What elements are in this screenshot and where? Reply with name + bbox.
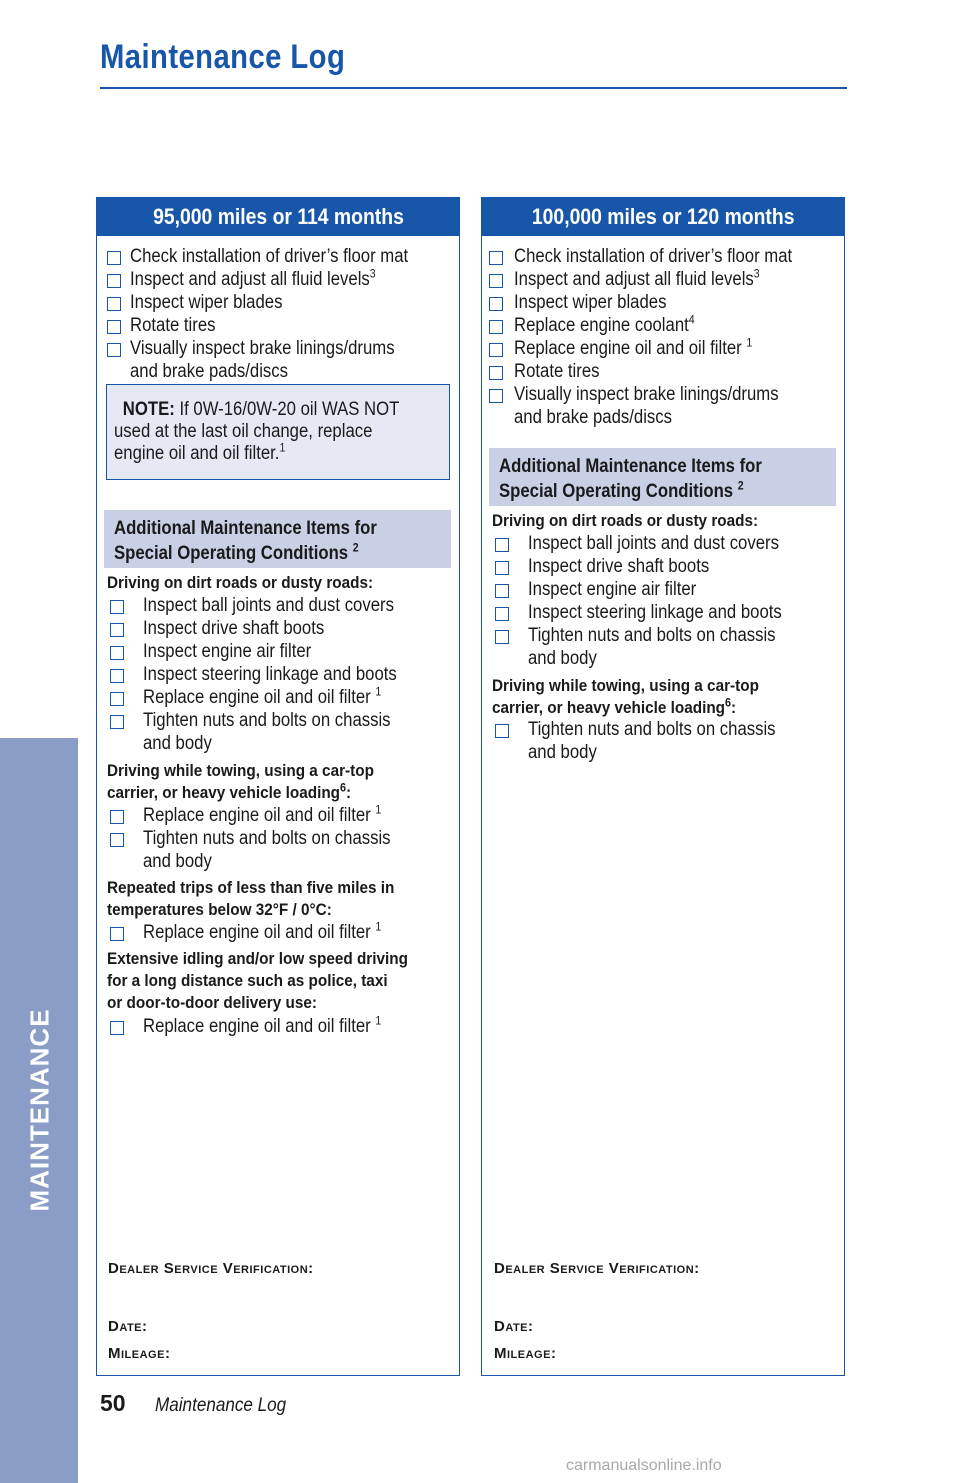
checklist-item: Inspect drive shaft boots — [482, 555, 844, 578]
page-number: 50 — [100, 1390, 126, 1416]
checkbox[interactable] — [489, 320, 503, 334]
checkbox[interactable] — [107, 343, 121, 357]
checkbox[interactable] — [495, 607, 509, 621]
checkbox[interactable] — [495, 561, 509, 575]
note-text: NOTE: If 0W-16/0W-20 oil WAS NOT used at the last oil change, replace engine oil and oil filter.$^1$ — [114, 399, 400, 464]
checklist-item: Inspect wiper blades — [97, 291, 459, 314]
checklist-item: Tighten nuts and bolts on chassis and body — [97, 827, 459, 873]
checklist-item: Replace engine oil and oil filter $^1$ — [97, 1015, 459, 1038]
checkbox[interactable] — [110, 646, 124, 660]
dealer-verification-label: Dealer Service Verification: — [494, 1260, 700, 1277]
checkbox[interactable] — [489, 366, 503, 380]
checklist-item: Visually inspect brake linings/drums and brake pads/discs — [482, 383, 844, 429]
column-header: 95,000 miles or 114 months — [96, 197, 460, 236]
checklist-item: Replace engine oil and oil filter $^1$ — [97, 804, 459, 827]
date-label: Date: — [108, 1318, 148, 1335]
checkbox[interactable] — [107, 320, 121, 334]
checklist-item: Rotate tires — [97, 314, 459, 337]
checklist-item: Tighten nuts and bolts on chassis and body — [482, 718, 844, 764]
checklist-item: Inspect ball joints and dust covers — [482, 532, 844, 555]
condition-title: Extensive idling and/or low speed driving for a long distance such as police, taxi or door-to-door delivery use: — [107, 949, 408, 1012]
page-footer-title: Maintenance Log — [155, 1395, 287, 1416]
title-rule — [100, 87, 847, 89]
checklist — [482, 245, 844, 429]
checklist-item: Check installation of driver’s floor mat — [97, 245, 459, 268]
checkbox[interactable] — [110, 833, 124, 847]
checklist-item: Inspect steering linkage and boots — [97, 663, 459, 686]
column-100000 — [481, 197, 845, 1376]
checkbox[interactable] — [110, 669, 124, 683]
checkbox[interactable] — [489, 274, 503, 288]
column-header: 100,000 miles or 120 months — [481, 197, 845, 236]
checklist-item: Visually inspect brake linings/drums and brake pads/discs — [97, 337, 459, 383]
checklist-item: Tighten nuts and bolts on chassis and body — [97, 709, 459, 755]
dealer-verification-label: Dealer Service Verification: — [108, 1260, 314, 1277]
condition-title: Driving on dirt roads or dusty roads: — [492, 511, 759, 530]
checklist-item: Inspect steering linkage and boots — [482, 601, 844, 624]
additional-items-header: Additional Maintenance Items for Special Operating Conditions $^2$ — [489, 448, 836, 506]
checkbox[interactable] — [495, 630, 509, 644]
oil-note — [106, 384, 450, 480]
condition-checklist — [97, 921, 459, 944]
checklist-item: Replace engine oil and oil filter $^1$ — [97, 921, 459, 944]
condition-checklist — [97, 1015, 459, 1038]
checklist-item: Inspect and adjust all fluid levels$^3$ — [97, 268, 459, 291]
checklist-item: Inspect wiper blades — [482, 291, 844, 314]
checkbox[interactable] — [107, 297, 121, 311]
checkbox[interactable] — [110, 927, 124, 941]
condition-checklist — [97, 594, 459, 755]
mileage-label: Mileage: — [108, 1345, 171, 1362]
checklist-item: Inspect engine air filter — [97, 640, 459, 663]
checkbox[interactable] — [489, 389, 503, 403]
watermark: carmanualsonline.info — [566, 1457, 722, 1474]
condition-title: Driving while towing, using a car-top carrier, or heavy vehicle loading$^6$: — [492, 676, 759, 717]
checklist — [97, 245, 459, 383]
checklist-item: Replace engine oil and oil filter $^1$ — [482, 337, 844, 360]
checklist-item: Inspect drive shaft boots — [97, 617, 459, 640]
checkbox[interactable] — [489, 251, 503, 265]
condition-title: Driving while towing, using a car-top carrier, or heavy vehicle loading$^6$: — [107, 761, 374, 802]
condition-checklist — [482, 718, 844, 764]
checkbox[interactable] — [107, 251, 121, 265]
column-95000 — [96, 197, 460, 1376]
condition-title: Driving on dirt roads or dusty roads: — [107, 573, 374, 592]
side-tab-label: MAINTENANCE — [24, 1008, 55, 1212]
checkbox[interactable] — [110, 1021, 124, 1035]
checklist-item: Inspect ball joints and dust covers — [97, 594, 459, 617]
checklist-item: Inspect and adjust all fluid levels$^3$ — [482, 268, 844, 291]
checklist-item: Rotate tires — [482, 360, 844, 383]
date-label: Date: — [494, 1318, 534, 1335]
additional-items-header: Additional Maintenance Items for Special Operating Conditions $^2$ — [104, 510, 451, 568]
checkbox[interactable] — [489, 297, 503, 311]
checklist-item: Replace engine coolant$^4$ — [482, 314, 844, 337]
checkbox[interactable] — [489, 343, 503, 357]
checkbox[interactable] — [110, 692, 124, 706]
condition-checklist — [482, 532, 844, 670]
checkbox[interactable] — [495, 724, 509, 738]
checkbox[interactable] — [495, 538, 509, 552]
checkbox[interactable] — [110, 623, 124, 637]
checkbox[interactable] — [110, 810, 124, 824]
checklist-item: Check installation of driver’s floor mat — [482, 245, 844, 268]
mileage-label: Mileage: — [494, 1345, 557, 1362]
checklist-item: Replace engine oil and oil filter $^1$ — [97, 686, 459, 709]
condition-checklist — [97, 804, 459, 873]
condition-title: Repeated trips of less than five miles in temperatures below 32°F / 0°C: — [107, 878, 395, 919]
checkbox[interactable] — [110, 600, 124, 614]
checkbox[interactable] — [495, 584, 509, 598]
page-title: Maintenance Log — [100, 38, 346, 76]
checkbox[interactable] — [110, 715, 124, 729]
checkbox[interactable] — [107, 274, 121, 288]
checklist-item: Inspect engine air filter — [482, 578, 844, 601]
checklist-item: Tighten nuts and bolts on chassis and body — [482, 624, 844, 670]
